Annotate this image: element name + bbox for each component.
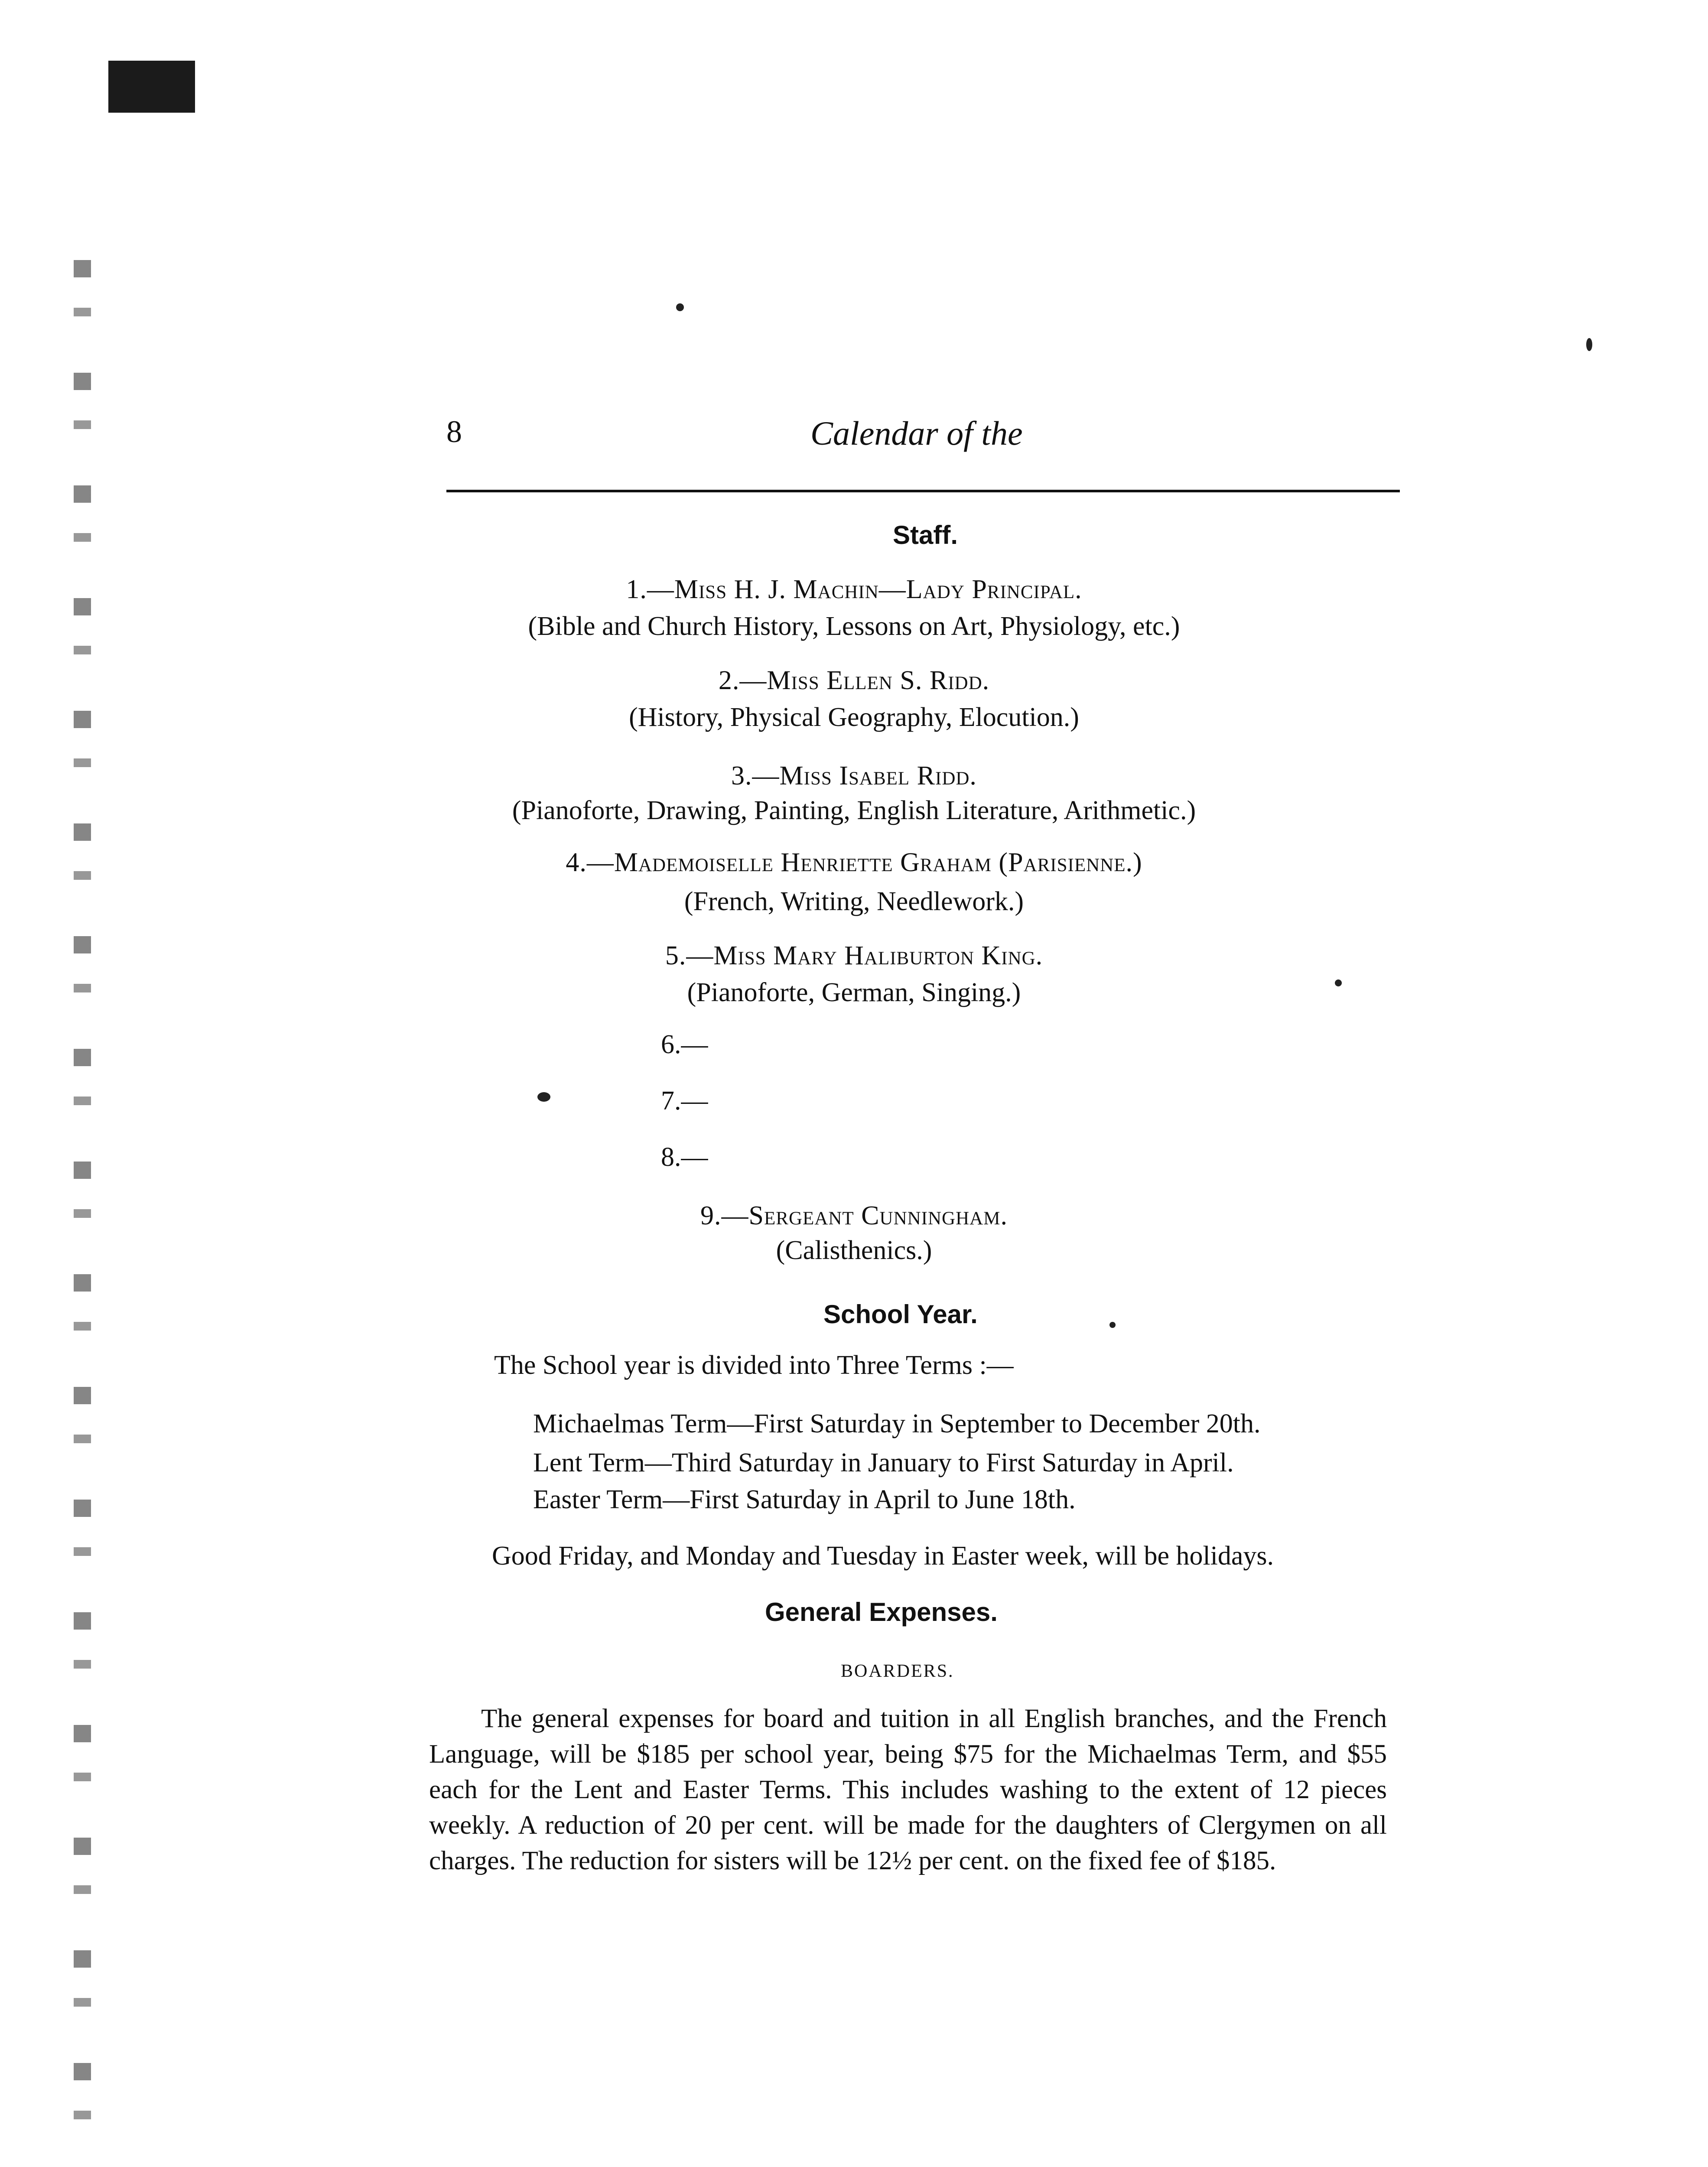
school-year-intro: The School year is divided into Three Terms :— (494, 1350, 1014, 1380)
staff-member-subjects: (Calisthenics.) (776, 1236, 932, 1265)
scan-speck (1109, 1322, 1116, 1328)
staff-member-line: 4.—Mademoiselle Henriette Graham (Parisienne.) (566, 848, 1142, 877)
staff-member-subjects: (Bible and Church History, Lessons on Art, Physiology, etc.) (528, 612, 1180, 641)
staff-member-subjects: (History, Physical Geography, Elocution.) (629, 703, 1079, 732)
staff-member-subjects: (Pianoforte, Drawing, Painting, English Literature, Arithmetic.) (512, 796, 1196, 825)
holidays-note: Good Friday, and Monday and Tuesday in Easter week, will be holidays. (492, 1541, 1274, 1571)
expenses-paragraph: The general expenses for board and tuition in all English branches, and the French Language, will be $185 per school year, being $75 for the Michaelmas Term, and $55 each for the Lent and Easter Terms. This includes washing to the extent of 12 pieces weekly. A reduction of 20 per cent. will be made for the daughters of Clergymen on all charges. The reduction for sisters will be 12½ per cent. on the fixed fee of $185. (429, 1704, 1387, 1875)
page-number: 8 (446, 414, 462, 449)
scan-speck (1586, 338, 1592, 351)
general-expenses-heading: General Expenses. (765, 1598, 998, 1627)
staff-member-line: 2.—Miss Ellen S. Ridd. (718, 666, 990, 695)
staff-member-subjects: (Pianoforte, German, Singing.) (687, 978, 1021, 1007)
running-title: Calendar of the (810, 414, 1023, 452)
scan-speck (537, 1092, 550, 1102)
term-line: Easter Term—First Saturday in April to June 18th. (533, 1485, 1076, 1514)
boarders-subheading: BOARDERS. (841, 1661, 954, 1681)
staff-heading: Staff. (893, 521, 958, 550)
running-head (446, 412, 1400, 459)
staff-member-line: 5.—Miss Mary Haliburton King. (665, 941, 1043, 970)
header-rule (446, 490, 1400, 492)
scan-edge-strip (74, 260, 91, 2124)
term-line: Lent Term—Third Saturday in January to First Saturday in April. (533, 1448, 1234, 1477)
staff-member-subjects: (French, Writing, Needlework.) (684, 887, 1024, 916)
staff-blank-entry: 6.— (661, 1030, 708, 1059)
scan-corner-blot (108, 61, 195, 113)
staff-member-line: 3.—Miss Isabel Ridd. (731, 761, 977, 791)
staff-blank-entry: 8.— (661, 1142, 708, 1172)
staff-member-line: 9.—Sergeant Cunningham. (700, 1201, 1008, 1230)
scan-speck (676, 303, 684, 311)
school-year-heading: School Year. (823, 1300, 978, 1329)
staff-member-line: 1.—Miss H. J. Machin—Lady Principal. (626, 575, 1082, 604)
term-line: Michaelmas Term—First Saturday in September to December 20th. (533, 1409, 1261, 1438)
staff-blank-entry: 7.— (661, 1086, 708, 1116)
